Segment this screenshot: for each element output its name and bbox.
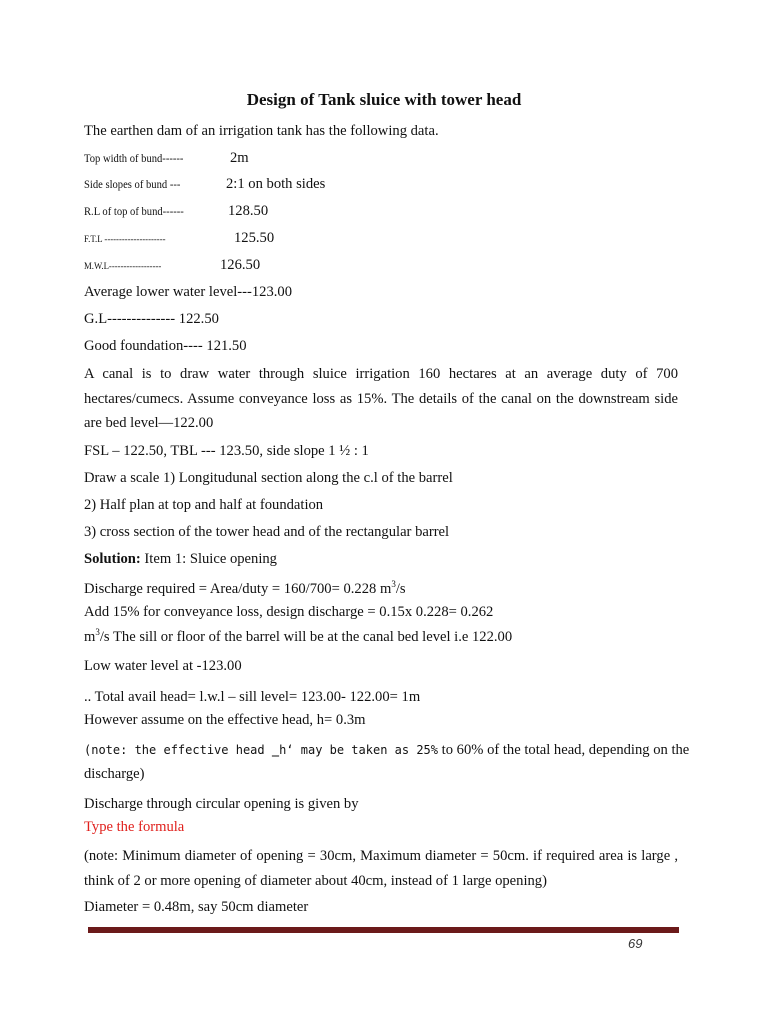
total-head-line: .. Total avail head= l.w.l – sill level= 123.00- 122.00= 1m xyxy=(84,689,421,705)
data-row-ftl xyxy=(84,229,275,249)
footer-rule xyxy=(88,927,679,933)
note-text: to 60% of the total head, depending on the xyxy=(438,742,690,758)
half-plan-line: 2) Half plan at top and half at foundation xyxy=(84,497,324,513)
add-15-line: Add 15% for conveyance loss, design discharge = 0.15x 0.228= 0.262 xyxy=(84,604,494,620)
page-number: 69 xyxy=(628,936,643,951)
discharge-required-unit: /s xyxy=(395,581,406,597)
low-water-line: Low water level at -123.00 xyxy=(84,658,242,674)
data-row-value: 2:1 on both sides xyxy=(226,176,326,192)
data-row-label: M.W.L------------------ xyxy=(84,262,162,272)
sill-text: /s The sill or floor of the barrel will be at the canal bed level i.e 122.00 xyxy=(99,629,513,645)
data-row-label: R.L of top of bund------ xyxy=(84,206,184,218)
average-lower-water-level: Average lower water level---123.00 xyxy=(84,284,292,300)
note-effective-head xyxy=(84,741,689,759)
solution-line xyxy=(84,550,277,568)
data-row-value: 125.50 xyxy=(234,230,275,246)
data-row-label: Top width of bund------ xyxy=(84,153,184,165)
data-row-value: 2m xyxy=(230,150,249,166)
formula-placeholder: Type the formula xyxy=(84,819,185,835)
note-diameter-paragraph: (note: Minimum diameter of opening = 30cm, Maximum diameter = 50cm. if required area is large , think of 2 or more opening of diameter about 40cm, instead of 1 large opening) xyxy=(84,848,678,889)
data-row-rl-top xyxy=(84,202,269,221)
good-foundation: Good foundation---- 121.50 xyxy=(84,338,247,354)
m-unit: m xyxy=(84,629,96,645)
draw-scale-line: Draw a scale 1) Longitudunal section along the c.l of the barrel xyxy=(84,470,453,486)
cross-section-line: 3) cross section of the tower head and of the rectangular barrel xyxy=(84,524,450,540)
sill-line xyxy=(84,628,512,646)
superscript-3: 3 xyxy=(391,579,396,589)
data-row-label: F.T.L --------------------- xyxy=(84,235,166,245)
circular-opening-line: Discharge through circular opening is given by xyxy=(84,796,359,812)
superscript-3: 3 xyxy=(95,627,100,637)
intro-text: The earthen dam of an irrigation tank has the following data. xyxy=(84,123,439,139)
note-discharge: discharge) xyxy=(84,766,145,782)
assume-head-line: However assume on the effective head, h= 0.3m xyxy=(84,712,366,728)
data-row-value: 128.50 xyxy=(228,203,269,219)
data-row-value: 126.50 xyxy=(220,257,261,273)
discharge-required-line xyxy=(84,580,406,598)
solution-label: Solution: xyxy=(84,551,141,567)
data-row-mwl xyxy=(84,256,261,276)
ground-level: G.L-------------- 122.50 xyxy=(84,311,219,327)
data-row-label: Side slopes of bund --- xyxy=(84,179,181,191)
fsl-tbl-line: FSL – 122.50, TBL --- 123.50, side slope 1 ½ : 1 xyxy=(84,443,369,459)
data-row-top-width xyxy=(84,149,249,168)
canal-paragraph: A canal is to draw water through sluice irrigation 160 hectares at an average duty of 700 hectares/cumecs. Assume conveyance loss as 15%. The details of the canal on the downstream side are bed level—122.00 xyxy=(84,366,678,431)
diameter-line: Diameter = 0.48m, say 50cm diameter xyxy=(84,899,309,915)
note-mono-text: (note: the effective head ‗h‘ may be taken as 25% xyxy=(84,743,439,757)
discharge-required-text: Discharge required = Area/duty = 160/700= 0.228 m xyxy=(84,581,392,597)
data-row-side-slopes xyxy=(84,175,326,194)
page-title: Design of Tank sluice with tower head xyxy=(246,90,522,109)
solution-item: Item 1: Sluice opening xyxy=(140,551,277,567)
